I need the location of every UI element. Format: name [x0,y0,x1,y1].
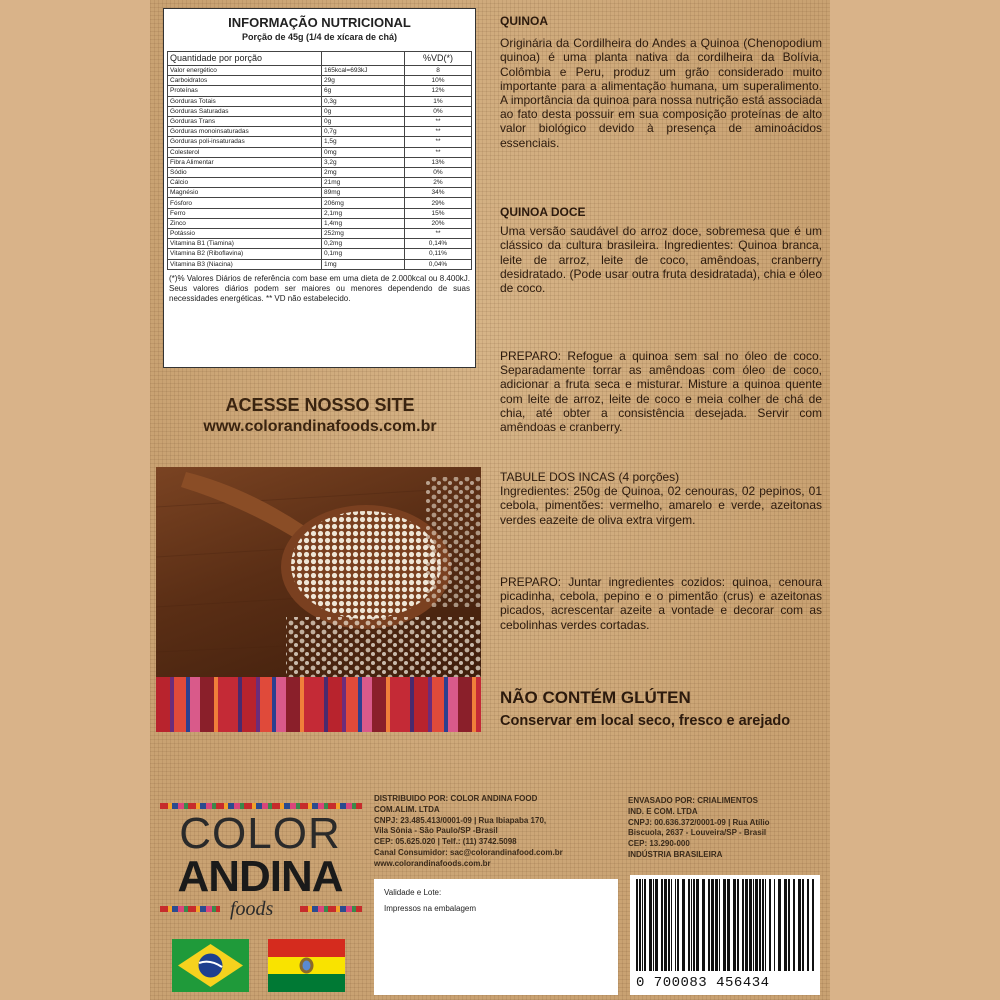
nutrition-cell-vd: 13% [405,157,472,167]
logo-foods: foods [230,898,274,920]
barcode-bar [759,879,761,971]
nutrition-cell-name: Gorduras Totais [168,96,322,106]
barcode-bar [715,879,718,971]
distribuidor-line: DISTRIBUIDO POR: COLOR ANDINA FOOD [374,794,538,803]
distribuidor-line: COM.ALIM. LTDA [374,804,440,814]
quinoa-doce-title: QUINOA DOCE [500,205,586,219]
barcode-bar [719,879,720,971]
barcode-bar [755,879,758,971]
envasado-line: ENVASADO POR: CRIALIMENTOS [628,796,758,805]
gluten-free-notice: NÃO CONTÉM GLÚTEN [500,688,691,707]
barcode [630,875,820,995]
nutrition-cell-name: Proteínas [168,86,322,96]
barcode-bar [671,879,672,971]
nutrition-cell-name: Gorduras Saturadas [168,106,322,116]
barcode-bar [708,879,710,971]
barcode-bar [677,879,679,971]
barcode-bar [762,879,764,971]
nutrition-cell-vd: 0,11% [405,249,472,259]
nutrition-cell-vd: 12% [405,86,472,96]
nutrition-cell-qty: 21mg [322,178,405,188]
nutrition-row [168,188,472,198]
nutrition-cell-vd: ** [405,127,472,137]
nutrition-cell-qty: 1,5g [322,137,405,147]
nutrition-row [168,259,472,269]
nutrition-cell-vd: 29% [405,198,472,208]
nutrition-cell-vd: 2% [405,178,472,188]
nutrition-cell-qty: 2mg [322,167,405,177]
nutrition-table [167,51,472,270]
barcode-bar [644,879,646,971]
tabule-preparo: PREPARO: Juntar ingredientes cozidos: quinoa, cenoura picadinha, cebola, pepino e o pimentão (crus) e azeitonas picados, acrescentar azeite a vontade e decorar com as cebolinhas verdes cortadas. [500,575,822,632]
barcode-bar [649,879,652,971]
nutrition-cell-name: Fósforo [168,198,322,208]
distribuidor-line: www.colorandinafoods.com.br [374,858,491,868]
barcode-bar [702,879,705,971]
envasado-line: Biscuola, 2637 - Louveira/SP - Brasil [628,828,767,838]
barcode-bar [636,879,638,971]
nutrition-cell-qty: 0mg [322,147,405,157]
quinoa-spoon-photo [156,467,481,677]
barcode-bar [696,879,699,971]
packer-info [628,796,818,861]
nutrition-cell-vd: 34% [405,188,472,198]
nutrition-cell-qty: 165kcal=693kJ [322,66,405,76]
barcode-bar [745,879,748,971]
envasado-line: CNPJ: 00.636.372/0001-09 | Rua Atílio [628,817,770,827]
nutrition-cell-name: Potássio [168,229,322,239]
bolivia-flag-icon [268,939,345,992]
nutrition-cell-qty: 6g [322,86,405,96]
barcode-bar [784,879,787,971]
barcode-bar [691,879,692,971]
barcode-bar [774,879,775,971]
nutrition-cell-qty: 206mg [322,198,405,208]
nutrition-cell-name: Zinco [168,218,322,228]
nutrition-row [168,239,472,249]
header-quantity: Quantidade por porção [168,52,322,66]
nutrition-row [168,178,472,188]
barcode-bar [769,879,771,971]
nutrition-cell-vd: 0,04% [405,259,472,269]
barcode-bar [653,879,654,971]
lot-note: Impressos na embalagem [384,904,477,913]
nutrition-cell-name: Gorduras monoinsaturadas [168,127,322,137]
nutrition-portion: Porção de 45g (1/4 de xícara de chá) [241,32,398,42]
nutrition-cell-qty: 0,7g [322,127,405,137]
barcode-bar [737,879,739,971]
nutrition-cell-vd: 0% [405,167,472,177]
barcode-bar [812,879,814,971]
nutrition-row [168,116,472,126]
nutrition-cell-qty: 0g [322,106,405,116]
nutrition-footnote: (*)% Valores Diários de referência com base em uma dieta de 2.000kcal ou 8.400kJ. Seus valores diários podem ser maiores ou menores dependendo de suas necessidades energéticas. ** VD não estabelecido. [169,273,470,303]
storage-notice: Conservar em local seco, fresco e arejado [500,713,791,729]
quinoa-doce-text: Uma versão saudável do arroz doce, sobremesa que é um clássico da cultura brasileira. Ingredientes: Quinoa branca, leite de arroz, leite de coco, amêndoas, cranberry desidratado. (Pode usar outra fruta desidratada), chia e óleo de coco. [500,224,822,296]
nutrition-facts-panel [163,8,476,368]
barcode-bar [723,879,726,971]
quinoa-spoon-illustration [156,467,481,677]
lot-expiry-box [374,879,618,995]
nutrition-row [168,147,472,157]
brazil-flag-icon [172,939,249,992]
tabule-title: TABULE DOS INCAS (4 porções) [500,470,680,484]
quinoa-doce-section [500,205,822,295]
nutrition-row [168,167,472,177]
nutrition-row [168,137,472,147]
barcode-bar [788,879,790,971]
quinoa-doce-preparo: PREPARO: Refogue a quinoa sem sal no óleo de coco. Separadamente torrar as amêndoas com óleo de coco, adicionar a fruta seca e misturar. Misture a quinoa quente com leite de arroz, leite de coco e meia colher de chá de chia, até obter a consistência desejada. Servir com amêndoas e cranberry. [500,349,822,435]
nutrition-row [168,249,472,259]
barcode-bar [655,879,658,971]
nutrition-cell-name: Gorduras Trans [168,116,322,126]
nutrition-row [168,218,472,228]
nutrition-cell-vd: 0,14% [405,239,472,249]
envasado-line: IND. E COM. LTDA [628,806,698,816]
nutrition-cell-qty: 29g [322,76,405,86]
nutrition-row [168,76,472,86]
barcode-bar [733,879,736,971]
nutrition-cell-name: Colesterol [168,147,322,157]
nutrition-row [168,86,472,96]
nutrition-cell-name: Valor energético [168,66,322,76]
nutrition-cell-vd: 20% [405,218,472,228]
lot-label: Validade e Lote: [384,888,442,897]
nutrition-row [168,157,472,167]
barcode-bar [675,879,676,971]
nutrition-cell-vd: 8 [405,66,472,76]
barcode-bar [682,879,685,971]
nutrition-cell-name: Vitamina B2 (Riboflavina) [168,249,322,259]
nutrition-row [168,96,472,106]
barcode-bar [793,879,795,971]
nutrition-cell-vd: 1% [405,96,472,106]
barcode-bar [802,879,804,971]
barcode-bar [661,879,663,971]
distributor-info [374,794,624,870]
nutrition-cell-vd: ** [405,229,472,239]
logo-bottom-band-left [160,906,220,912]
nutrition-cell-qty: 1,4mg [322,218,405,228]
barcode-bar [639,879,641,971]
nutrition-row [168,229,472,239]
nutrition-cell-qty: 0g [322,116,405,126]
logo-bottom-band-right [300,906,362,912]
barcode-bar [711,879,714,971]
nutrition-cell-qty: 252mg [322,229,405,239]
nutrition-cell-name: Sódio [168,167,322,177]
nutrition-row [168,198,472,208]
barcode-number: 0 700083 456434 [636,975,770,991]
nutrition-cell-qty: 0,1mg [322,249,405,259]
header-vd: %VD(*) [405,52,472,66]
nutrition-cell-qty: 0,2mg [322,239,405,249]
nutrition-cell-qty: 3,2g [322,157,405,167]
distribuidor-line: CEP: 05.625.020 | Telf.: (11) 3742.5098 [374,837,517,847]
barcode-bar [668,879,670,971]
nutrition-cell-qty: 89mg [322,188,405,198]
nutrition-cell-name: Gorduras poli-insaturadas [168,137,322,147]
barcode-bar [688,879,690,971]
nutrition-row [168,106,472,116]
barcode-bar [664,879,667,971]
distribuidor-line: Canal Consumidor: sac@colorandinafood.com.br [374,847,563,857]
barcode-bar [727,879,730,971]
barcode-bar [742,879,744,971]
nutrition-cell-vd: 10% [405,76,472,86]
tabule-section [500,470,822,527]
quinoa-text: Originária da Cordilheira do Andes a Quinoa (Chenopodium quinoa) é uma planta nativa da cordilheira da Bolívia, Colômbia e Peru, produz um grão considerado muito importante para a alimentação humana, um superalimento. A importância da quinoa para nossa nutrição está associada ao fato desta possuir em sua composição proteínas de alto valor biológico devido à presença de aminoácidos essenciais. [500,36,822,150]
distribuidor-line: CNPJ: 23.485.413/0001-09 | Rua Ibiapaba 170, [374,815,547,825]
barcode-bar [778,879,781,971]
distribuidor-line: Vila Sônia - São Paulo/SP -Brasil [374,826,498,836]
barcode-bars [630,879,820,979]
nutrition-row [168,208,472,218]
nutrition-cell-name: Magnésio [168,188,322,198]
quinoa-title: QUINOA [500,14,548,28]
envasado-line: CEP: 13.290-000 [628,839,690,849]
barcode-bar [693,879,695,971]
nutrition-cell-qty: 0,3g [322,96,405,106]
site-url: www.colorandinafoods.com.br [203,418,437,435]
logo-color: COLOR [179,809,341,858]
nutrition-cell-name: Fibra Alimentar [168,157,322,167]
nutrition-cell-name: Vitamina B1 (Tiamina) [168,239,322,249]
barcode-bar [798,879,801,971]
nutrition-cell-vd: ** [405,147,472,157]
tabule-text: Ingredientes: 250g de Quinoa, 02 cenouras, 02 pepinos, 01 cebola, pimentões: vermelho, amarelo e verde, azeitonas verdes eazeite de oliva extra virgem. [500,484,822,527]
andean-textile-band [156,677,481,732]
nutrition-cell-vd: 0% [405,106,472,116]
nutrition-cell-name: Carboidratos [168,76,322,86]
nutrition-cell-vd: ** [405,116,472,126]
nutrition-title: INFORMAÇÃO NUTRICIONAL [228,15,411,30]
nutrition-cell-vd: 15% [405,208,472,218]
barcode-bar [749,879,752,971]
barcode-bar [753,879,754,971]
nutrition-cell-name: Ferro [168,208,322,218]
logo-andina: ANDINA [177,852,343,901]
nutrition-cell-qty: 1mg [322,259,405,269]
nutrition-cell-vd: ** [405,137,472,147]
nutrition-cell-qty: 2,1mg [322,208,405,218]
barcode-bar [642,879,643,971]
quinoa-section [500,14,822,150]
nutrition-cell-name: Vitamina B3 (Niacina) [168,259,322,269]
nutrition-row [168,127,472,137]
barcode-bar [807,879,809,971]
site-heading: ACESSE NOSSO SITE [225,395,415,415]
barcode-bar [765,879,766,971]
envasado-line: INDÚSTRIA BRASILEIRA [628,849,723,859]
nutrition-cell-name: Cálcio [168,178,322,188]
nutrition-header-row [168,52,472,66]
nutrition-row [168,66,472,76]
